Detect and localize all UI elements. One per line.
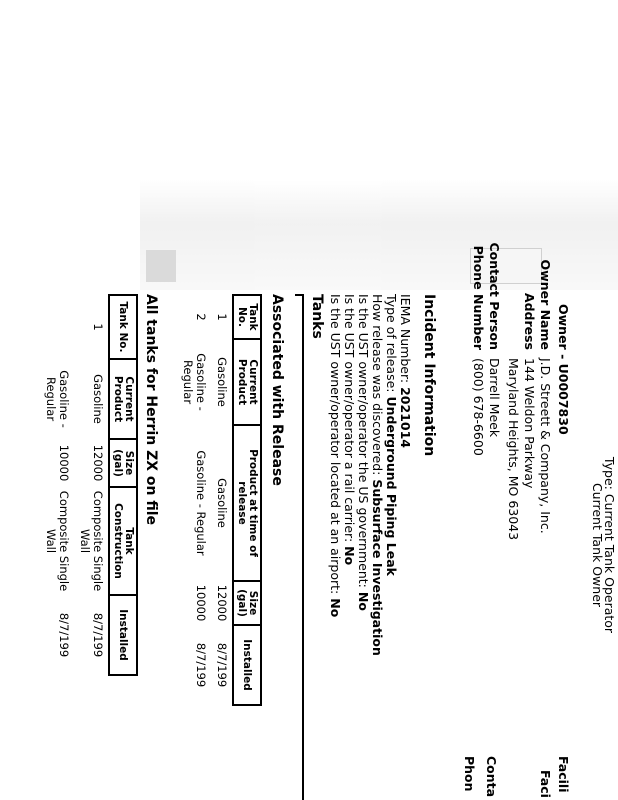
- table-row: [177, 295, 211, 705]
- facility-phone-label: Phon: [462, 756, 477, 792]
- col-tank-no: Tank No.: [233, 295, 261, 339]
- facility-label: Facili: [556, 756, 571, 793]
- gov-answer: No: [356, 591, 371, 611]
- rail-question: Is the UST owner/operator a rail carrier:: [342, 294, 357, 543]
- size-cell: 12000: [91, 444, 105, 482]
- current-product-cell: Gasoline: [91, 374, 105, 424]
- current-product-cell: Gasoline: [215, 357, 229, 407]
- discovered-line: [370, 294, 384, 656]
- section-divider-tick: [295, 294, 304, 296]
- tank-no-cell: [40, 295, 74, 359]
- col-current-product: Current Product: [109, 359, 137, 439]
- col-installed: Installed: [233, 625, 261, 705]
- owner-contact-label: Contact Person: [487, 242, 502, 350]
- owner-address-line2: Maryland Heights, MO 63043: [506, 358, 521, 541]
- owner-heading: Owner - U0007830: [556, 304, 571, 435]
- installed-cell: 8/7/199: [57, 612, 71, 658]
- col-size: Size (gal): [233, 581, 261, 625]
- col-tank-no: Tank No.: [109, 295, 137, 359]
- col-current-product: Current Product: [233, 339, 261, 425]
- associated-heading: Associated with Release: [269, 294, 285, 486]
- owner-address-line1: 144 Weldon Parkway: [522, 358, 537, 489]
- associated-table: [177, 294, 262, 706]
- size-cell: 12000: [215, 584, 229, 622]
- airport-question: Is the UST owner/operator located at an airport:: [328, 294, 343, 595]
- product-at-release-cell: Gasoline: [215, 478, 229, 528]
- installed-cell: 8/7/199: [194, 642, 208, 688]
- rail-line: [342, 294, 356, 565]
- col-tank-construction: Tank Construction: [109, 487, 137, 595]
- discovered-value: Subsurface Investigation: [370, 479, 385, 656]
- product-at-release-cell: Gasoline - Regular: [194, 450, 208, 556]
- installed-cell: 8/7/199: [215, 642, 229, 688]
- iema-number: 2021014: [398, 387, 413, 448]
- iema-line: [398, 294, 412, 448]
- gov-question: Is the UST owner/operator the US government:: [356, 294, 371, 588]
- col-product-at-release: Product at time of release: [233, 425, 261, 581]
- installed-cell: 8/7/199: [91, 612, 105, 658]
- release-type-label: Type of release:: [384, 294, 399, 393]
- owner-address-label: Address: [522, 292, 537, 350]
- facility-name-label: Faci: [538, 770, 553, 798]
- airport-answer: No: [328, 598, 343, 618]
- airport-line: [328, 294, 342, 617]
- iema-label: IEMA Number:: [398, 294, 413, 384]
- all-tanks-table-header: [109, 295, 137, 675]
- col-installed: Installed: [109, 595, 137, 675]
- all-tanks-heading: All tanks for Herrin ZX on file: [143, 294, 159, 526]
- size-cell: 10000: [194, 584, 208, 622]
- owner-contact: Darrell Meek: [487, 358, 502, 438]
- section-divider: [302, 294, 304, 800]
- gov-line: [356, 294, 370, 611]
- facility-contact-label: Conta: [484, 756, 499, 798]
- tank-construction-cell: Composite Single Wall: [78, 490, 105, 592]
- discovered-label: How release was discovered:: [370, 294, 385, 476]
- size-cell: 10000: [57, 444, 71, 482]
- release-type: Underground Piping Leak: [384, 396, 399, 576]
- associated-table-header: [233, 295, 261, 705]
- tank-no-cell: 1: [91, 323, 105, 331]
- owner-phone: (800) 678-6600: [471, 358, 486, 456]
- current-product-cell: Gasoline - Regular: [181, 353, 208, 411]
- header-type-line: Type: Current Tank Operator: [602, 456, 617, 634]
- table-row: [74, 295, 109, 675]
- header-owner-line: Current Tank Owner: [590, 482, 605, 608]
- tank-no-cell: 2: [194, 313, 208, 321]
- tank-construction-cell: Composite Single Wall: [44, 490, 71, 592]
- tanks-heading: Tanks: [309, 294, 325, 339]
- owner-name-label: Owner Name: [538, 259, 553, 350]
- table-row: [40, 295, 74, 675]
- table-row: [211, 295, 233, 705]
- rail-answer: No: [342, 546, 357, 566]
- all-tanks-table: [40, 294, 138, 676]
- release-type-line: [384, 294, 398, 576]
- incident-heading: Incident Information: [421, 294, 437, 457]
- col-size: Size (gal): [109, 439, 137, 487]
- tank-no-cell: 1: [215, 313, 229, 321]
- owner-phone-label: Phone Number: [471, 245, 486, 350]
- current-product-cell: Gasoline - Regular: [44, 370, 71, 428]
- owner-name: J.D. Streett & Company, Inc.: [538, 358, 553, 534]
